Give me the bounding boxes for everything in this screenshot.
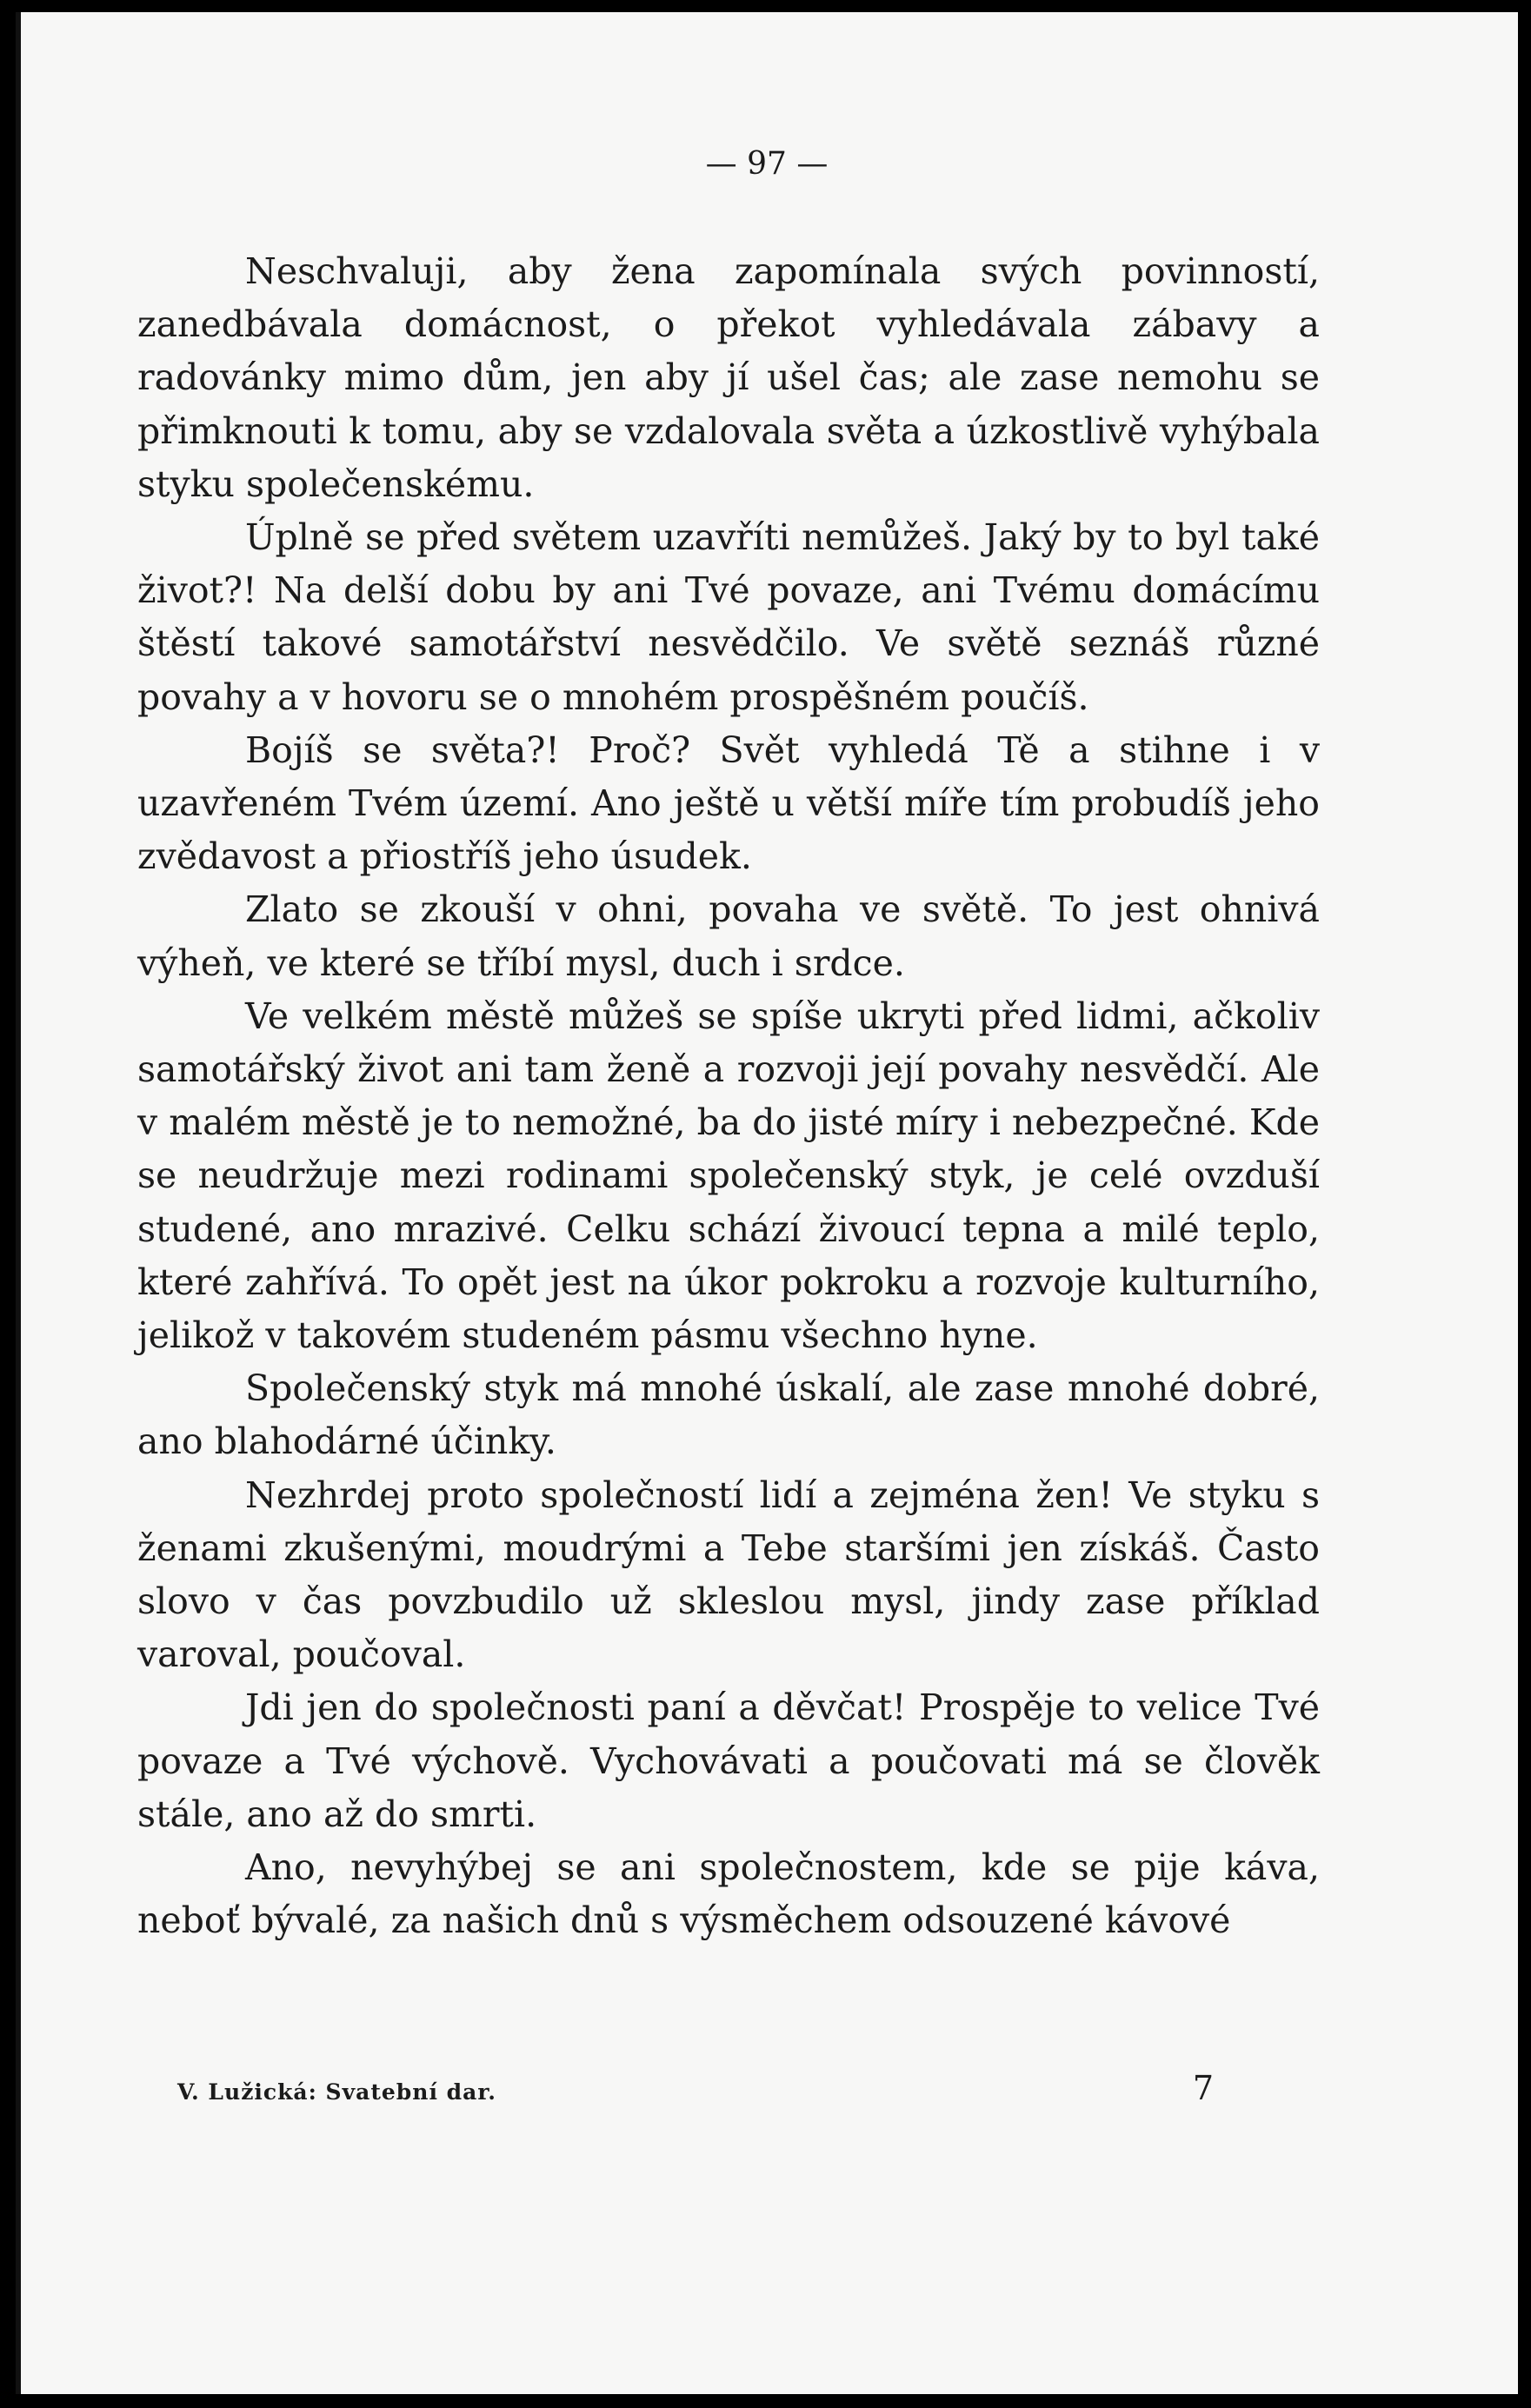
page-footer xyxy=(177,2069,1214,2107)
paragraph: Jdi jen do společnosti paní a děvčat! Prospěje to velice Tvé povaze a Tvé výchově. Vychovávati a poučovati má se člověk stále, ano až do smrti. xyxy=(137,1686,1320,1835)
paragraph: Ve velkém městě můžeš se spíše ukryti před lidmi, ačkoliv samotářský život ani tam ženě a rozvoji její povahy nesvědčí. Ale v malém městě je to nemožné, ba do jisté míry i nebezpečné. Kde se neudržuje mezi rodinami společenský styk, je celé ovzduší studené, ano mrazivé. Celku schází živoucí tepna a milé teplo, které zahřívá. To opět jest na úkor pokroku a rozvoje kulturního, jelikož v takovém studeném pásmu všechno hyne. xyxy=(137,994,1320,1357)
paragraph: Ano, nevyhýbej se ani společnostem, kde se pije káva, neboť bývalé, za našich dnů s výsměchem odsouzené kávové xyxy=(137,1846,1320,1942)
page-number: — 97 — xyxy=(705,146,829,182)
paragraph: Společenský styk má mnohé úskalí, ale zase mnohé dobré, ano blahodárné účinky. xyxy=(137,1367,1320,1463)
body-text xyxy=(137,245,1320,1948)
page xyxy=(16,12,1518,2394)
footer-signature: V. Lužická: Svatební dar. xyxy=(177,2079,496,2105)
paragraph: Úplně se před světem uzavříti nemůžeš. Jaký by to byl také život?! Na delší dobu by ani Tvé povaze, ani Tvému domácímu štěstí takové samotářství nesvědčilo. Ve světě seznáš různé povahy a v hovoru se o mnohém prospěšném poučíš. xyxy=(137,516,1320,718)
footer-sheet-number: 7 xyxy=(1192,2069,1214,2107)
page-edge xyxy=(16,12,21,2394)
paragraph: Bojíš se světa?! Proč? Svět vyhledá Tě a stihne i v uzavřeném Tvém území. Ano ještě u větší míře tím probudíš jeho zvědavost a přiostříš jeho úsudek. xyxy=(137,728,1320,878)
paragraph: Nezhrdej proto společností lidí a zejména žen! Ve styku s ženami zkušenými, moudrými a Tebe staršími jen získáš. Často slovo v čas povzbudilo už skleslou mysl, jindy zase příklad varoval, poučoval. xyxy=(137,1473,1320,1676)
paragraph: Neschvaluji, aby žena zapomínala svých povinností, zanedbávala domácnost, o překot vyhledávala zábavy a radovánky mimo dům, jen aby jí ušel čas; ale zase nemohu se přimknouti k tomu, aby se vzdalovala světa a úzkostlivě vyhýbala styku společenskému. xyxy=(137,250,1320,505)
paragraph: Zlato se zkouší v ohni, povaha ve světě. To jest ohnivá výheň, ve které se tříbí mysl, duch i srdce. xyxy=(137,888,1320,984)
